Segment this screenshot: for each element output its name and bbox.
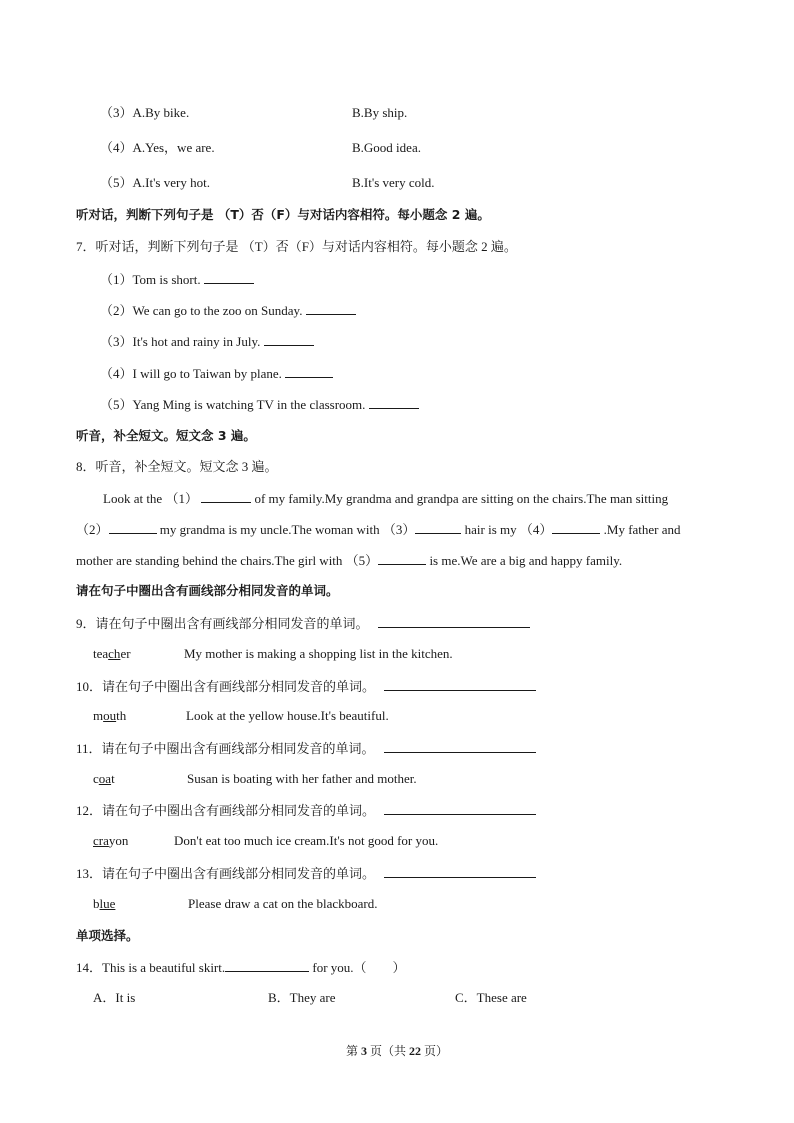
answer-blank[interactable] — [378, 614, 530, 628]
cloze-blank-3[interactable] — [415, 520, 461, 534]
q11-sentence: Susan is boating with her father and mother. — [187, 771, 417, 786]
section-heading-phonics: 请在句子中圈出含有画线部分相同发音的单词。 — [76, 583, 339, 598]
q10-sentence: Look at the yellow house.It's beautiful. — [186, 708, 389, 723]
q6-3-option-a: （3）A.By bike. — [100, 105, 190, 120]
answer-blank[interactable] — [285, 364, 333, 378]
q7-item-5: （5）Yang Ming is watching TV in the classroom. — [100, 395, 419, 414]
q10-word: mouth — [93, 708, 127, 723]
question-14-title: 14．This is a beautiful skirt. for you.（ ） — [76, 960, 406, 975]
q9-word: teacher — [93, 646, 131, 661]
section-heading-cloze: 听音，补全短文。短文念 3 遍。 — [76, 428, 256, 443]
question-7-title: 7．听对话，判断下列句子是 （T）否（F）与对话内容相符。每小题念 2 遍。 — [76, 239, 517, 254]
q7-item-3: （3）It's hot and rainy in July. — [100, 332, 314, 351]
answer-blank[interactable] — [369, 395, 419, 409]
cloze-line-3: mother are standing behind the chairs.The girl with （5） is me.We are a big and happy family. — [76, 553, 623, 568]
q6-5-option-a: （5）A.It's very hot. — [100, 175, 210, 190]
q14-option-b[interactable]: B．They are — [268, 990, 336, 1005]
cloze-blank-2[interactable] — [109, 520, 157, 534]
q7-item-2: （2）We can go to the zoo on Sunday. — [100, 301, 356, 320]
q14-option-a[interactable]: A．It is — [93, 990, 136, 1005]
question-12-title: 12．请在句子中圈出含有画线部分相同发音的单词。 — [76, 801, 536, 820]
question-11-title: 11．请在句子中圈出含有画线部分相同发音的单词。 — [76, 739, 536, 758]
answer-blank[interactable] — [384, 801, 536, 815]
page-footer: 第 3 页（共 22 页） — [345, 1044, 449, 1058]
page-number: 3 — [360, 1044, 367, 1058]
question-8-title: 8．听音，补全短文。短文念 3 遍。 — [76, 459, 278, 474]
q9-sentence: My mother is making a shopping list in the kitchen. — [184, 646, 453, 661]
q11-word: coat — [93, 771, 115, 786]
q7-item-1: （1）Tom is short. — [100, 270, 254, 289]
q6-3-option-b: B.By ship. — [352, 105, 408, 120]
page-total: 22 — [409, 1044, 421, 1058]
answer-blank[interactable] — [264, 332, 314, 346]
cloze-line-2: （2） my grandma is my uncle.The woman with （3） hair is my （4） .My father and — [76, 522, 681, 537]
answer-blank[interactable] — [384, 864, 536, 878]
cloze-line-1: Look at the （1） of my family.My grandma and grandpa are sitting on the chairs.The man sitting — [103, 491, 669, 506]
cloze-blank-1[interactable] — [201, 489, 251, 503]
q12-sentence: Don't eat too much ice cream.It's not good for you. — [174, 833, 439, 848]
answer-blank[interactable] — [384, 677, 536, 691]
q14-option-c[interactable]: C．These are — [455, 990, 527, 1005]
cloze-blank-4[interactable] — [552, 520, 600, 534]
q6-5-option-b: B.It's very cold. — [352, 175, 435, 190]
question-9-title: 9．请在句子中圈出含有画线部分相同发音的单词。 — [76, 614, 530, 633]
question-13-title: 13．请在句子中圈出含有画线部分相同发音的单词。 — [76, 864, 536, 883]
q12-word: crayon — [93, 833, 129, 848]
section-heading-true-false: 听对话，判断下列句子是 （T）否（F）与对话内容相符。每小题念 2 遍。 — [76, 207, 490, 222]
answer-blank[interactable] — [225, 958, 309, 972]
answer-blank[interactable] — [204, 270, 254, 284]
q7-item-4: （4）I will go to Taiwan by plane. — [100, 364, 333, 383]
q13-sentence: Please draw a cat on the blackboard. — [188, 896, 378, 911]
q6-4-option-a: （4）A.Yes，we are. — [100, 140, 215, 155]
answer-blank[interactable] — [306, 301, 356, 315]
section-heading-multiple-choice: 单项选择。 — [76, 928, 139, 943]
question-10-title: 10．请在句子中圈出含有画线部分相同发音的单词。 — [76, 677, 536, 696]
q13-word: blue — [93, 896, 116, 911]
q6-4-option-b: B.Good idea. — [352, 140, 421, 155]
cloze-blank-5[interactable] — [378, 551, 426, 565]
answer-blank[interactable] — [384, 739, 536, 753]
